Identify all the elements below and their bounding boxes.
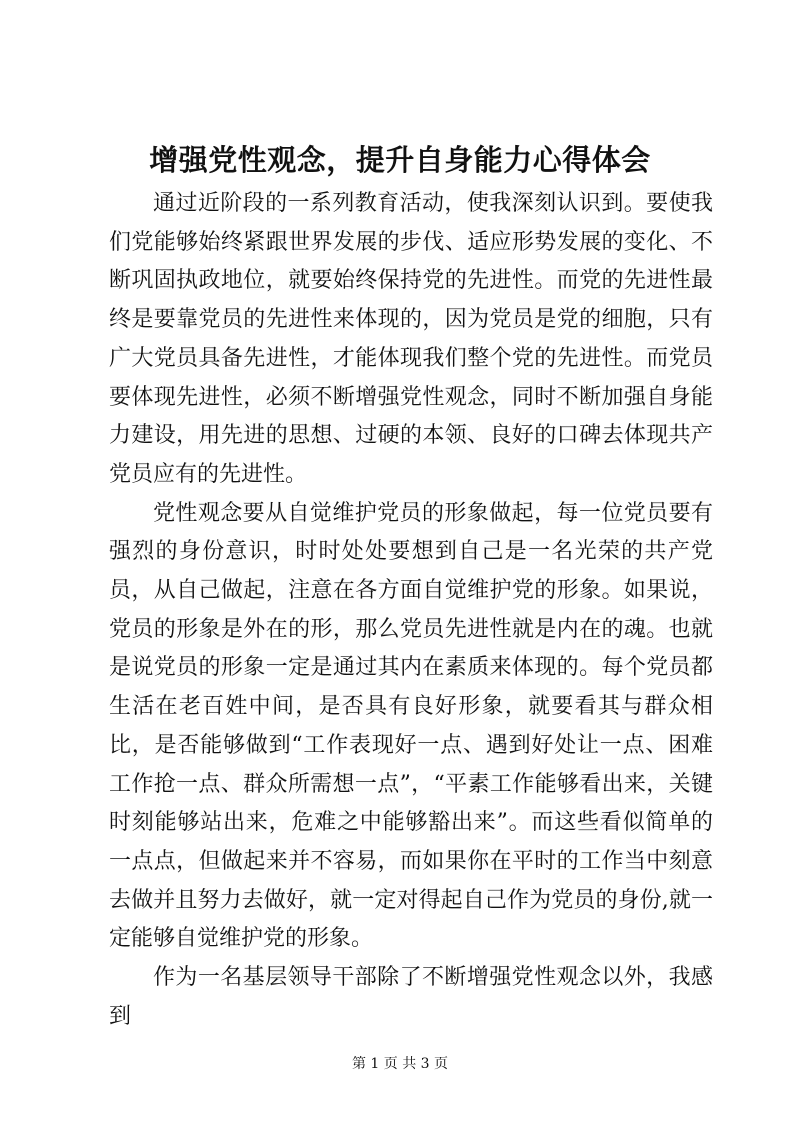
paragraph-3: 作为一名基层领导干部除了不断增强党性观念以外，我感到	[109, 965, 713, 1029]
paragraph-1: 通过近阶段的一系列教育活动，使我深刻认识到。要使我们党能够始终紧跟世界发展的步伐、适应形势发展的变化、不断巩固执政地位，就要始终保持党的先进性。而党的先进性最终是要靠党员的先进性来体现的，因为党员是党的细胞，只有广大党员具备先进性，才能体现我们整个党的先进性。而党员要体现先进性，必须不断增强党性观念，同时不断加强自身能力建设，用先进的思想、过硬的本领、良好的口碑去体现共产党员应有的先进性。	[109, 191, 713, 487]
page-footer: 第 1 页 共 3 页	[351, 1056, 449, 1072]
paragraph-2: 党性观念要从自觉维护党员的形象做起，每一位党员要有强烈的身份意识，时时处处要想到自己是一名光荣的共产党员，从自己做起，注意在各方面自觉维护党的形象。如果说，党员的形象是外在的形，那么党员先进性就是内在的魂。也就是说党员的形象一定是通过其内在素质来体现的。每个党员都生活在老百姓中间，是否具有良好形象，就要看其与群众相比，是否能够做到“工作表现好一点、遇到好处让一点、困难工作抢一点、群众所需想一点”，“平素工作能够看出来，关键时刻能够站出来，危难之中能够豁出来”。而这些看似简单的一点点，但做起来并不容易，而如果你在平时的工作当中刻意去做并且努力去做好，就一定对得起自己作为党员的身份,就一定能够自觉维护党的形象。	[109, 500, 713, 952]
document-title: 增强党性观念，提升自身能力心得体会	[149, 143, 651, 177]
document-body	[109, 185, 713, 1036]
